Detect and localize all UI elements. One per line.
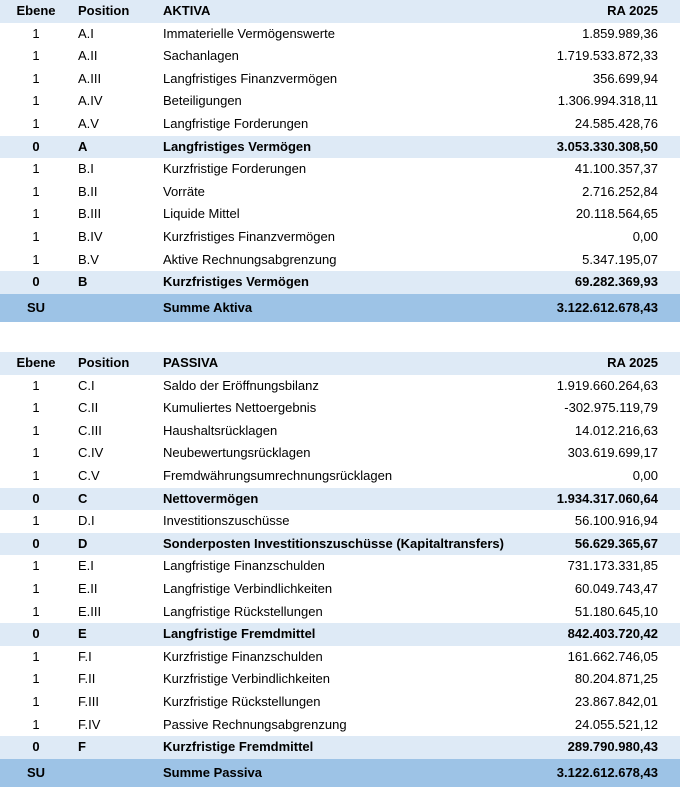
table-row bbox=[0, 691, 680, 714]
position-cell: C.I bbox=[78, 377, 95, 393]
position-cell: A bbox=[78, 138, 88, 154]
subtotal-row bbox=[0, 271, 680, 294]
position-cell: A.V bbox=[78, 115, 99, 131]
ebene-cell: 0 bbox=[32, 490, 40, 506]
position-cell: E.I bbox=[78, 558, 94, 574]
label-cell: Kurzfristige Finanzschulden bbox=[163, 648, 323, 664]
passiva-table bbox=[0, 352, 680, 787]
table-row bbox=[0, 113, 680, 136]
position-cell: C.IV bbox=[78, 445, 104, 461]
label-cell: Sonderposten Investitionszuschüsse (Kapitaltransfers) bbox=[163, 535, 504, 551]
label-cell: Kurzfristige Verbindlichkeiten bbox=[163, 671, 330, 687]
value-cell: 20.118.564,65 bbox=[575, 206, 658, 222]
label-cell: Sachanlagen bbox=[163, 48, 239, 64]
label-cell: Fremdwährungsumrechnungsrücklagen bbox=[163, 467, 393, 483]
label-cell: Langfristige Verbindlichkeiten bbox=[163, 580, 333, 596]
ebene-cell: SU bbox=[26, 299, 46, 315]
label-cell: Kurzfristige Rückstellungen bbox=[163, 693, 321, 709]
label-cell: Langfristige Finanzschulden bbox=[163, 558, 325, 574]
ebene-cell: 1 bbox=[32, 251, 40, 267]
position-cell: C bbox=[78, 490, 88, 506]
value-cell: 3.122.612.678,43 bbox=[556, 764, 658, 780]
ebene-cell: 1 bbox=[32, 513, 40, 529]
subtotal-row bbox=[0, 136, 680, 159]
value-cell: 3.053.330.308,50 bbox=[556, 138, 658, 154]
value-cell: 51.180.645,10 bbox=[574, 603, 658, 619]
position-cell: E bbox=[78, 626, 87, 642]
value-cell: 23.867.842,01 bbox=[574, 693, 658, 709]
label-cell: Neubewertungsrücklagen bbox=[163, 445, 311, 461]
label-cell: Beteiligungen bbox=[163, 93, 242, 109]
label-cell: Saldo der Eröffnungsbilanz bbox=[163, 377, 319, 393]
sum-row bbox=[0, 759, 680, 787]
ebene-cell: 1 bbox=[32, 93, 40, 109]
column-header-ra-2025: RA 2025 bbox=[607, 3, 658, 18]
table-row bbox=[0, 375, 680, 398]
ebene-cell: 1 bbox=[32, 671, 40, 687]
column-header-position: Position bbox=[78, 3, 130, 18]
position-cell: D.I bbox=[78, 513, 95, 529]
ebene-cell: 1 bbox=[32, 716, 40, 732]
ebene-cell: 1 bbox=[32, 693, 40, 709]
ebene-cell: 0 bbox=[32, 535, 40, 551]
position-cell: B.II bbox=[78, 183, 98, 199]
value-cell: -302.975.119,79 bbox=[564, 400, 658, 416]
position-cell: A.IV bbox=[78, 93, 103, 109]
ebene-cell: 1 bbox=[32, 467, 40, 483]
value-cell: 24.585.428,76 bbox=[574, 115, 658, 131]
table-row bbox=[0, 578, 680, 601]
value-cell: 356.699,94 bbox=[592, 70, 658, 86]
aktiva-table bbox=[0, 0, 680, 322]
table-row bbox=[0, 158, 680, 181]
label-cell: Kurzfristige Fremdmittel bbox=[163, 739, 314, 755]
ebene-cell: 1 bbox=[32, 603, 40, 619]
label-cell: Langfristige Rückstellungen bbox=[163, 603, 323, 619]
label-cell: Langfristige Fremdmittel bbox=[163, 626, 316, 642]
value-cell: 14.012.216,63 bbox=[574, 422, 658, 438]
position-cell: E.II bbox=[78, 580, 98, 596]
position-cell: B.V bbox=[78, 251, 99, 267]
table-row bbox=[0, 714, 680, 737]
value-cell: 731.173.331,85 bbox=[567, 558, 658, 574]
label-cell: Vorräte bbox=[163, 183, 205, 199]
label-cell: Haushaltsrücklagen bbox=[163, 422, 278, 438]
label-cell: Kumuliertes Nettoergebnis bbox=[163, 400, 317, 416]
ebene-cell: 0 bbox=[32, 138, 40, 154]
position-cell: D bbox=[78, 535, 88, 551]
ebene-cell: 1 bbox=[32, 580, 40, 596]
value-cell: 56.100.916,94 bbox=[574, 513, 658, 529]
table-row bbox=[0, 68, 680, 91]
table-row bbox=[0, 465, 680, 488]
label-cell: Investitionszuschüsse bbox=[163, 513, 290, 529]
ebene-cell: 1 bbox=[32, 115, 40, 131]
value-cell: 3.122.612.678,43 bbox=[556, 299, 658, 315]
subtotal-row bbox=[0, 736, 680, 759]
aktiva-header-row bbox=[0, 0, 680, 23]
label-cell: Langfristiges Vermögen bbox=[163, 138, 312, 154]
table-row bbox=[0, 249, 680, 272]
ebene-cell: 1 bbox=[32, 206, 40, 222]
position-cell: A.II bbox=[78, 48, 98, 64]
label-cell: Immaterielle Vermögenswerte bbox=[163, 25, 335, 41]
position-cell: F.IV bbox=[78, 716, 101, 732]
position-cell: C.V bbox=[78, 467, 100, 483]
value-cell: 161.662.746,05 bbox=[567, 648, 658, 664]
table-row bbox=[0, 510, 680, 533]
value-cell: 0,00 bbox=[632, 467, 658, 483]
position-cell: E.III bbox=[78, 603, 102, 619]
value-cell: 303.619.699,17 bbox=[567, 445, 658, 461]
ebene-cell: 0 bbox=[32, 739, 40, 755]
ebene-cell: 1 bbox=[32, 422, 40, 438]
label-cell: Langfristiges Finanzvermögen bbox=[163, 70, 338, 86]
aktiva-rows bbox=[0, 23, 680, 322]
value-cell: 0,00 bbox=[632, 228, 658, 244]
subtotal-row bbox=[0, 623, 680, 646]
value-cell: 1.919.660.264,63 bbox=[556, 377, 658, 393]
table-row bbox=[0, 555, 680, 578]
label-cell: Kurzfristige Forderungen bbox=[163, 161, 307, 177]
table-row bbox=[0, 601, 680, 624]
column-header-ebene: Ebene bbox=[16, 355, 56, 370]
ebene-cell: 0 bbox=[32, 274, 40, 290]
table-row bbox=[0, 668, 680, 691]
value-cell: 1.719.533.872,33 bbox=[556, 48, 658, 64]
table-row bbox=[0, 646, 680, 669]
table-row bbox=[0, 397, 680, 420]
table-row bbox=[0, 420, 680, 443]
passiva-title: PASSIVA bbox=[163, 355, 219, 370]
value-cell: 24.055.521,12 bbox=[574, 716, 658, 732]
sum-row bbox=[0, 294, 680, 322]
value-cell: 1.859.989,36 bbox=[582, 25, 658, 41]
value-cell: 1.306.994.318,11 bbox=[557, 93, 658, 109]
table-row bbox=[0, 181, 680, 204]
value-cell: 69.282.369,93 bbox=[574, 274, 658, 290]
value-cell: 80.204.871,25 bbox=[574, 671, 658, 687]
subtotal-row bbox=[0, 533, 680, 556]
subtotal-row bbox=[0, 488, 680, 511]
position-cell: B.III bbox=[78, 206, 102, 222]
ebene-cell: 0 bbox=[32, 626, 40, 642]
passiva-rows bbox=[0, 375, 680, 787]
value-cell: 41.100.357,37 bbox=[574, 161, 658, 177]
table-row bbox=[0, 203, 680, 226]
position-cell: B.IV bbox=[78, 228, 103, 244]
position-cell: F.II bbox=[78, 671, 96, 687]
label-cell: Langfristige Forderungen bbox=[163, 115, 309, 131]
position-cell: B.I bbox=[78, 161, 94, 177]
label-cell: Aktive Rechnungsabgrenzung bbox=[163, 251, 337, 267]
ebene-cell: 1 bbox=[32, 377, 40, 393]
ebene-cell: 1 bbox=[32, 445, 40, 461]
value-cell: 56.629.365,67 bbox=[574, 535, 658, 551]
position-cell: F bbox=[78, 739, 86, 755]
ebene-cell: 1 bbox=[32, 648, 40, 664]
value-cell: 842.403.720,42 bbox=[567, 626, 658, 642]
label-cell: Kurzfristiges Finanzvermögen bbox=[163, 228, 335, 244]
ebene-cell: SU bbox=[26, 764, 46, 780]
position-cell: C.II bbox=[78, 400, 99, 416]
column-header-ebene: Ebene bbox=[16, 3, 56, 18]
value-cell: 289.790.980,43 bbox=[567, 739, 658, 755]
table-row bbox=[0, 442, 680, 465]
ebene-cell: 1 bbox=[32, 25, 40, 41]
column-header-position: Position bbox=[78, 355, 130, 370]
label-cell: Nettovermögen bbox=[163, 490, 259, 506]
label-cell: Liquide Mittel bbox=[163, 206, 240, 222]
value-cell: 60.049.743,47 bbox=[574, 580, 658, 596]
label-cell: Passive Rechnungsabgrenzung bbox=[163, 716, 347, 732]
aktiva-title: AKTIVA bbox=[163, 3, 211, 18]
value-cell: 2.716.252,84 bbox=[582, 183, 658, 199]
position-cell: F.III bbox=[78, 693, 99, 709]
ebene-cell: 1 bbox=[32, 48, 40, 64]
ebene-cell: 1 bbox=[32, 161, 40, 177]
ebene-cell: 1 bbox=[32, 558, 40, 574]
position-cell: F.I bbox=[78, 648, 92, 664]
table-row bbox=[0, 90, 680, 113]
ebene-cell: 1 bbox=[32, 183, 40, 199]
table-row bbox=[0, 23, 680, 46]
ebene-cell: 1 bbox=[32, 400, 40, 416]
position-cell: A.I bbox=[78, 25, 94, 41]
position-cell: A.III bbox=[78, 70, 102, 86]
position-cell: C.III bbox=[78, 422, 102, 438]
label-cell: Kurzfristiges Vermögen bbox=[163, 274, 309, 290]
column-header-ra-2025: RA 2025 bbox=[607, 355, 658, 370]
position-cell: B bbox=[78, 274, 88, 290]
label-cell: Summe Passiva bbox=[163, 764, 263, 780]
label-cell: Summe Aktiva bbox=[163, 299, 253, 315]
table-row bbox=[0, 45, 680, 68]
ebene-cell: 1 bbox=[32, 70, 40, 86]
passiva-header-row bbox=[0, 352, 680, 375]
ebene-cell: 1 bbox=[32, 228, 40, 244]
value-cell: 1.934.317.060,64 bbox=[556, 490, 658, 506]
table-row bbox=[0, 226, 680, 249]
value-cell: 5.347.195,07 bbox=[582, 251, 658, 267]
